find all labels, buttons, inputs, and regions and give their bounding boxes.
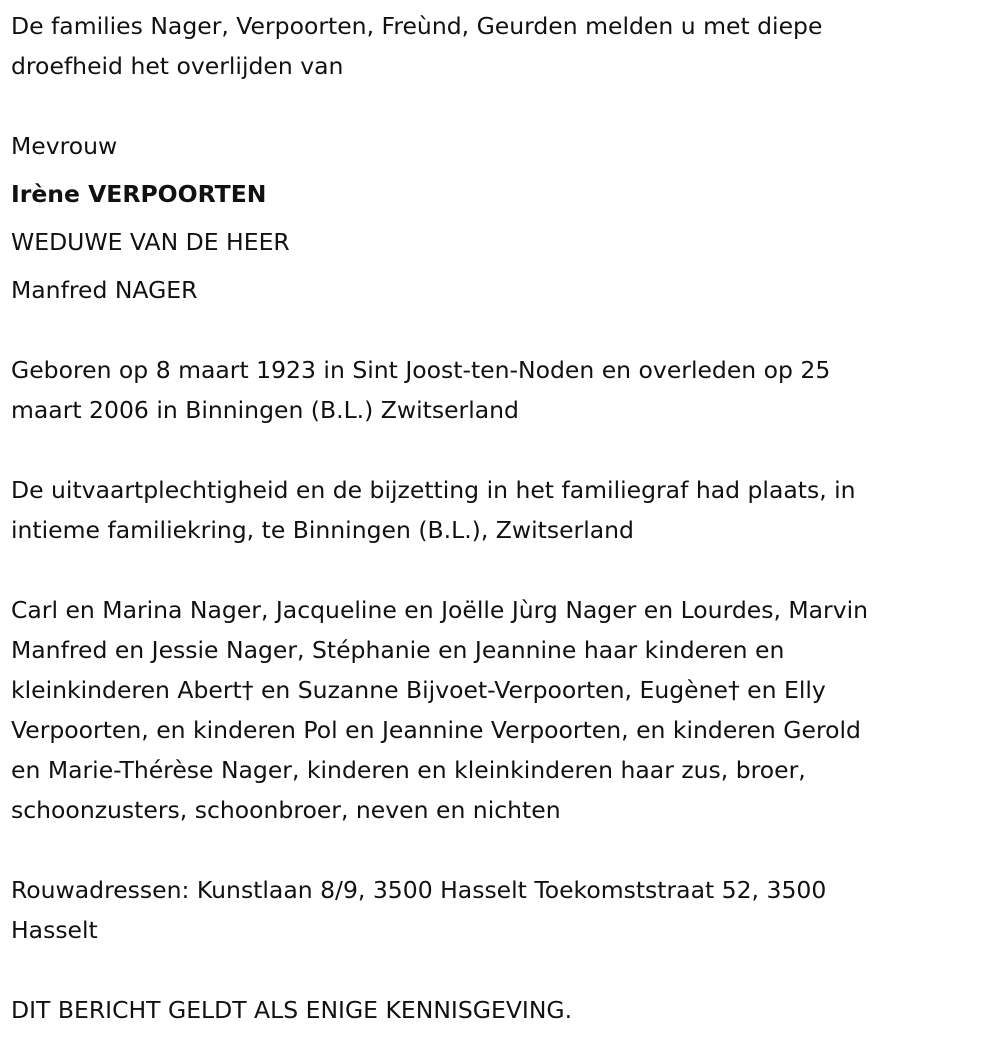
- intro-paragraph: [11, 6, 1000, 86]
- text-line: Rouwadressen: Kunstlaan 8/9, 3500 Hasselt Toekomststraat 52, 3500: [11, 876, 827, 904]
- text-line: intieme familiekring, te Binningen (B.L.), Zwitserland: [11, 516, 634, 544]
- text-line: Verpoorten, en kinderen Pol en Jeannine Verpoorten, en kinderen Gerold: [11, 716, 861, 744]
- birth-death-paragraph: [11, 350, 1000, 430]
- text-line: en Marie-Thérèse Nager, kinderen en kleinkinderen haar zus, broer,: [11, 756, 806, 784]
- text-line: maart 2006 in Binningen (B.L.) Zwitserland: [11, 396, 519, 424]
- text-line: Geboren op 8 maart 1923 in Sint Joost-ten-Noden en overleden op 25: [11, 356, 831, 384]
- text-line: schoonzusters, schoonbroer, neven en nichten: [11, 796, 561, 824]
- text-line: DIT BERICHT GELDT ALS ENIGE KENNISGEVING.: [11, 996, 573, 1024]
- text-line: De uitvaartplechtigheid en de bijzetting in het familiegraf had plaats, in: [11, 476, 856, 504]
- text-line: droefheid het overlijden van: [11, 52, 344, 80]
- deceased-name: Irène VERPOORTEN: [11, 180, 267, 208]
- spouse-name: Manfred NAGER: [11, 276, 198, 304]
- addresses-paragraph: [11, 870, 1000, 950]
- notice-paragraph: [11, 990, 1000, 1030]
- relation: WEDUWE VAN DE HEER: [11, 228, 290, 256]
- text-line: kleinkinderen Abert† en Suzanne Bijvoet-Verpoorten, Eugène† en Elly: [11, 676, 826, 704]
- text-line: Carl en Marina Nager, Jacqueline en Joëlle Jùrg Nager en Lourdes, Marvin: [11, 596, 869, 624]
- family-paragraph: [11, 590, 1000, 830]
- honorific: Mevrouw: [11, 132, 118, 160]
- text-line: De families Nager, Verpoorten, Freùnd, Geurden melden u met diepe: [11, 12, 823, 40]
- funeral-paragraph: [11, 470, 1000, 550]
- deceased-name-block: [11, 126, 1000, 318]
- text-line: Manfred en Jessie Nager, Stéphanie en Jeannine haar kinderen en: [11, 636, 785, 664]
- text-line: Hasselt: [11, 916, 98, 944]
